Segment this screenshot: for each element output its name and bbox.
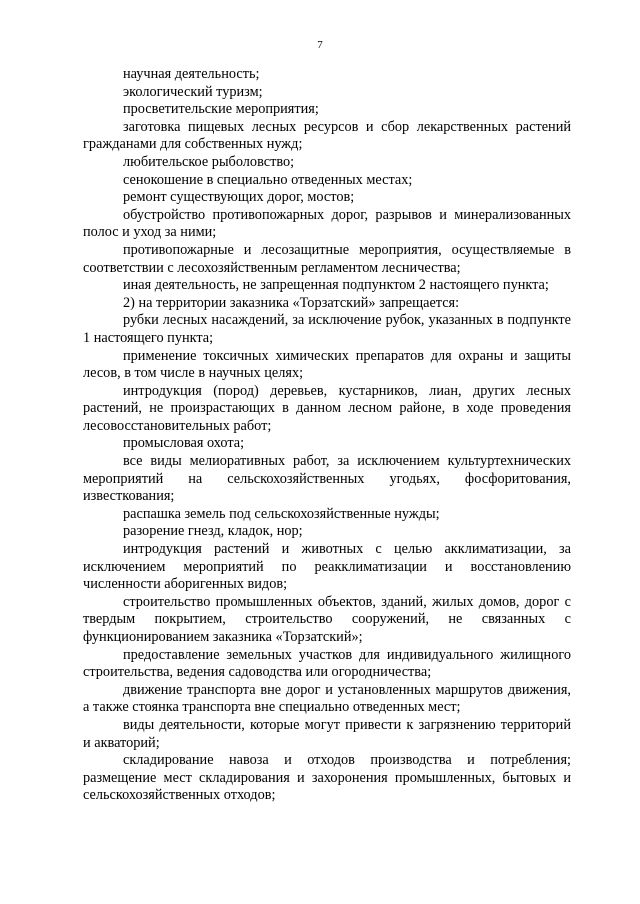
- paragraph: экологический туризм;: [123, 83, 263, 100]
- paragraph: промысловая охота;: [123, 435, 245, 452]
- paragraph: заготовка пищевых лесных ресурсов и сбор лекарственных растений гражданами для собственных нужд;: [83, 118, 571, 153]
- paragraph: 2) на территории заказника «Торзатский» запрещается:: [123, 294, 460, 311]
- paragraph: интродукция (пород) деревьев, кустарников, лиан, других лесных растений, не произрастающих в данном лесном районе, в ходе проведения лесовосстановительных работ;: [83, 382, 571, 434]
- paragraph: ремонт существующих дорог, мостов;: [123, 189, 355, 206]
- paragraph: распашка земель под сельскохозяйственные нужды;: [123, 505, 440, 522]
- document-body: [83, 66, 571, 805]
- paragraph: рубки лесных насаждений, за исключение рубок, указанных в подпункте 1 настоящего пункта;: [83, 312, 571, 346]
- paragraph: движение транспорта вне дорог и установленных маршрутов движения, а также стоянка транспорта вне специально отведенных мест;: [83, 681, 571, 716]
- paragraph: любительское рыболовство;: [123, 153, 295, 170]
- paragraph: складирование навоза и отходов производства и потребления; размещение мест складирования и захоронения промышленных, бытовых и сельскохозяйственных отходов;: [83, 752, 571, 804]
- paragraph: обустройство противопожарных дорог, разрывов и минерализованных полос и уход за ними;: [83, 206, 571, 241]
- paragraph: сенокошение в специально отведенных местах;: [123, 171, 413, 188]
- paragraph: виды деятельности, которые могут привести к загрязнению территорий и акваторий;: [83, 716, 571, 751]
- paragraph: иная деятельность, не запрещенная подпунктом 2 настоящего пункта;: [123, 277, 549, 294]
- paragraph: все виды мелиоративных работ, за исключением культуртехнических мероприятий на сельскохозяйственных угодьях, фосфоритования, известкования;: [83, 453, 571, 505]
- paragraph: противопожарные и лесозащитные мероприятия, осуществляемые в соответствии с лесохозяйственным регламентом лесничества;: [83, 241, 571, 276]
- paragraph: научная деятельность;: [123, 66, 260, 82]
- paragraph: строительство промышленных объектов, зданий, жилых домов, дорог с твердым покрытием, строительство сооружений, не связанных с функционированием заказника «Торзатский»;: [83, 593, 571, 645]
- page-number: 7: [317, 39, 323, 51]
- paragraph: просветительские мероприятия;: [123, 101, 319, 118]
- paragraph: предоставление земельных участков для индивидуального жилищного строительства, ведения садоводства или огородничества;: [83, 646, 571, 681]
- paragraph: интродукция растений и животных с целью акклиматизации, за исключением мероприятий по реакклиматизации и восстановлению численности аборигенных видов;: [83, 541, 571, 593]
- paragraph: применение токсичных химических препаратов для охраны и защиты лесов, в том числе в научных целях;: [83, 347, 571, 382]
- paragraph: разорение гнезд, кладок, нор;: [123, 523, 303, 540]
